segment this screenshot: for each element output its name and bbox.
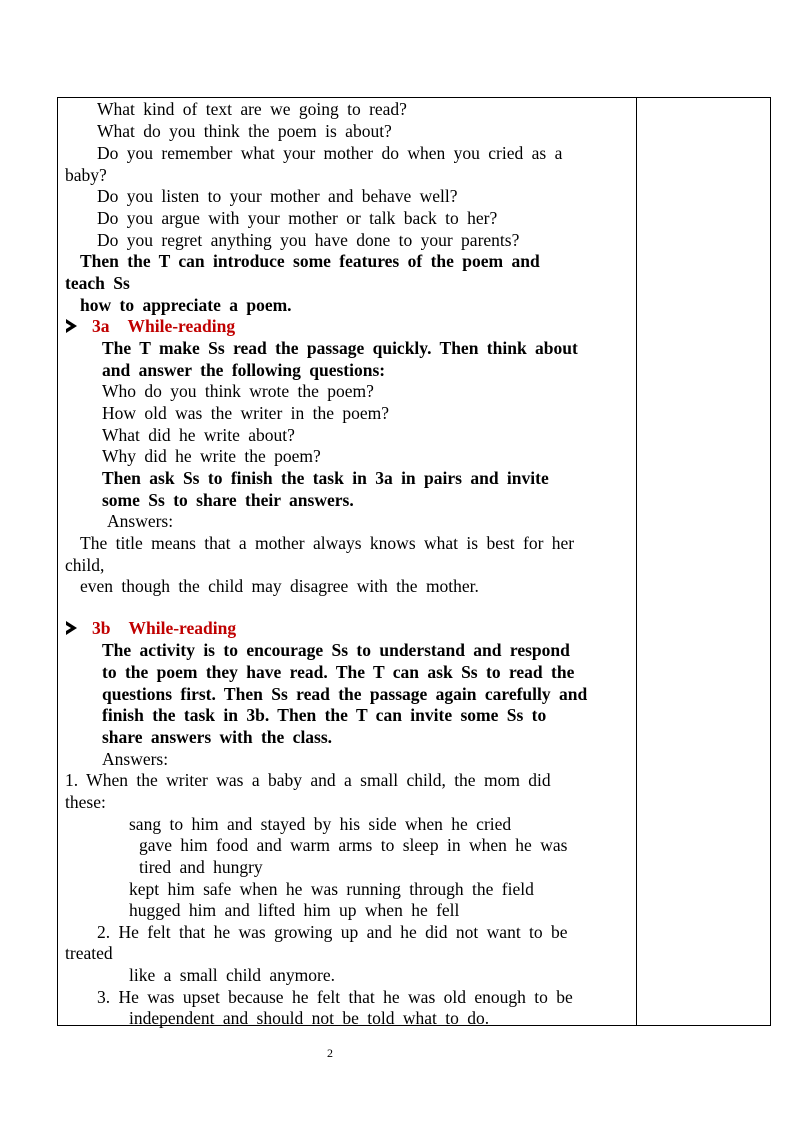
instruction-line: share answers with the class. [102,727,333,747]
answer-line: 3. He was upset because he felt that he was old enough to be [97,987,573,1007]
instruction-line: finish the task in 3b. Then the T can invite some Ss to [102,705,547,725]
answer-line: child, [65,555,105,575]
answer-line: kept him safe when he was running through the field [129,879,534,899]
question-line: baby? [65,165,107,185]
instruction-line: The activity is to encourage Ss to understand and respond [102,640,570,660]
answer-line: gave him food and warm arms to sleep in when he was [139,835,568,855]
question-line: Do you regret anything you have done to your parents? [97,230,520,250]
answer-line: 1. When the writer was a baby and a small child, the mom did [65,770,551,790]
question-line: Who do you think wrote the poem? [102,381,374,401]
question-line: What do you think the poem is about? [97,121,392,141]
instruction-line: Then the T can introduce some features of the poem and [80,251,540,271]
answers-label: Answers: [107,511,174,531]
page-number: 2 [327,1046,333,1060]
answer-line: treated [65,943,113,963]
instruction-line: how to appreciate a poem. [80,295,292,315]
instruction-line: some Ss to share their answers. [102,490,354,510]
table-column-divider [636,97,637,1026]
answer-line: sang to him and stayed by his side when he cried [129,814,512,834]
instruction-line: teach Ss [65,273,130,293]
answer-line: independent and should not be told what to do. [129,1008,490,1028]
section-number: 3b [92,618,111,638]
section-title: While-reading [128,618,237,638]
bullet-arrow-icon [66,319,77,333]
question-line: How old was the writer in the poem? [102,403,390,423]
question-line: What kind of text are we going to read? [97,99,407,119]
instruction-line: to the poem they have read. The T can ask Ss to read the [102,662,575,682]
question-line: Do you argue with your mother or talk back to her? [97,208,498,228]
instruction-line: Then ask Ss to finish the task in 3a in pairs and invite [102,468,549,488]
answer-line: these: [65,792,106,812]
answer-line: hugged him and lifted him up when he fell [129,900,460,920]
instruction-line: questions first. Then Ss read the passage again carefully and [102,684,588,704]
answer-line: even though the child may disagree with the mother. [80,576,479,596]
question-line: Do you listen to your mother and behave well? [97,186,458,206]
answer-line: like a small child anymore. [129,965,336,985]
section-number: 3a [92,316,110,336]
instruction-line: and answer the following questions: [102,360,386,380]
question-line: What did he write about? [102,425,295,445]
section-heading-3a [92,315,235,337]
section-title: While-reading [127,316,236,336]
bullet-arrow-icon [66,621,77,635]
question-line: Why did he write the poem? [102,446,321,466]
section-heading-3b [92,617,236,639]
answer-line: tired and hungry [139,857,263,877]
answers-label: Answers: [102,749,169,769]
answer-line: 2. He felt that he was growing up and he did not want to be [97,922,568,942]
answer-line: The title means that a mother always knows what is best for her [80,533,575,553]
question-line: Do you remember what your mother do when you cried as a [97,143,563,163]
instruction-line: The T make Ss read the passage quickly. Then think about [102,338,578,358]
